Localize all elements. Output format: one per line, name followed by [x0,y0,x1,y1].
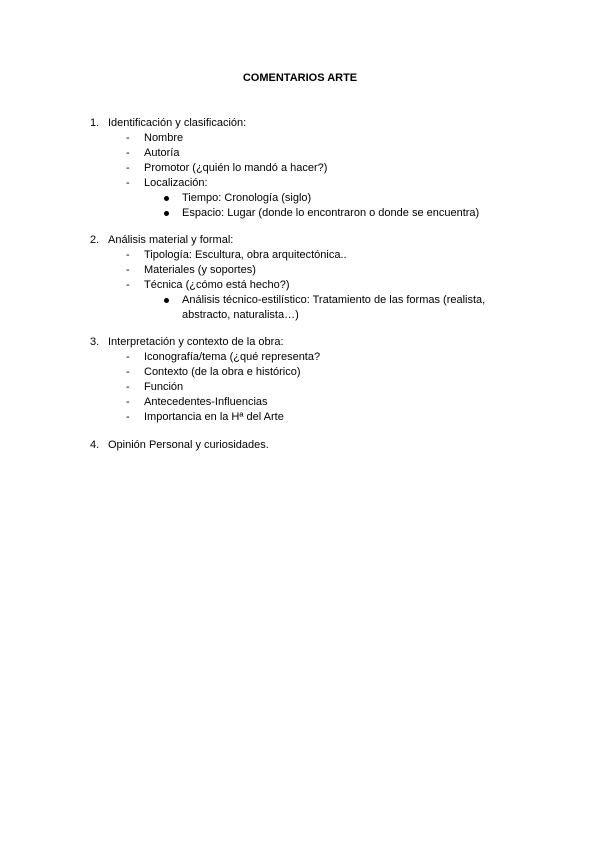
list-item-text: Promotor (¿quién lo mandó a hacer?) [144,162,328,174]
bullet-icon [164,298,169,303]
list-item-text: Localización: [144,177,208,189]
section-number: 1. [90,117,100,129]
list-item [90,278,560,293]
dash-marker: - [126,366,130,378]
sub-list-item-text: Tiempo: Cronología (siglo) [182,192,312,204]
section-number: 4. [90,439,100,451]
list-item [90,176,560,191]
list-item-text: Nombre [144,132,184,144]
section-opinion [90,438,560,453]
bullet-icon [164,196,169,201]
list-item [90,146,560,161]
list-item-text: Materiales (y soportes) [144,264,256,276]
section-title: Análisis material y formal: [108,234,234,246]
list-item [90,380,560,395]
dash-marker: - [126,411,130,423]
list-item [90,410,560,425]
dash-marker: - [126,177,130,189]
sub-list-item [90,206,560,221]
dash-marker: - [126,351,130,363]
list-item-text: Tipología: Escultura, obra arquitectónica.. [144,249,347,261]
list-item [90,263,560,278]
bullet-icon [164,211,169,216]
list-item-text: Función [144,381,184,393]
document-title: COMENTARIOS ARTE [242,72,358,84]
section-analisis [90,233,560,323]
section-identificacion [90,116,560,221]
section-heading [90,438,560,453]
section-heading [90,233,560,248]
list-item [90,350,560,365]
dash-marker: - [126,249,130,261]
sub-list-item [90,293,560,323]
list-item-text: Importancia en la Hª del Arte [144,411,284,423]
dash-marker: - [126,162,130,174]
list-item-text: Técnica (¿cómo está hecho?) [144,279,290,291]
dash-marker: - [126,264,130,276]
dash-marker: - [126,381,130,393]
dash-marker: - [126,132,130,144]
list-item [90,131,560,146]
sub-list-item-text: Espacio: Lugar (donde lo encontraron o donde se encuentra) [182,207,480,219]
dash-marker: - [126,396,130,408]
list-item-text: Antecedentes-Influencias [144,396,268,408]
list-item [90,248,560,263]
section-title: Identificación y clasificación: [108,117,247,129]
section-number: 3. [90,336,100,348]
section-title: Opinión Personal y curiosidades. [108,439,269,451]
sub-list-item-text: Análisis técnico-estilístico: Tratamiento de las formas (realista, abstracto, naturalista…) [182,294,486,321]
section-title: Interpretación y contexto de la obra: [108,336,284,348]
list-item-text: Iconografía/tema (¿qué representa? [144,351,321,363]
list-item-text: Contexto (de la obra e histórico) [144,366,301,378]
list-item [90,161,560,176]
section-number: 2. [90,234,100,246]
section-heading [90,116,560,131]
dash-marker: - [126,147,130,159]
list-item [90,365,560,380]
sub-list-item [90,191,560,206]
dash-marker: - [126,279,130,291]
section-heading [90,335,560,350]
list-item [90,395,560,410]
list-item-text: Autoría [144,147,180,159]
section-interpretacion [90,335,560,425]
